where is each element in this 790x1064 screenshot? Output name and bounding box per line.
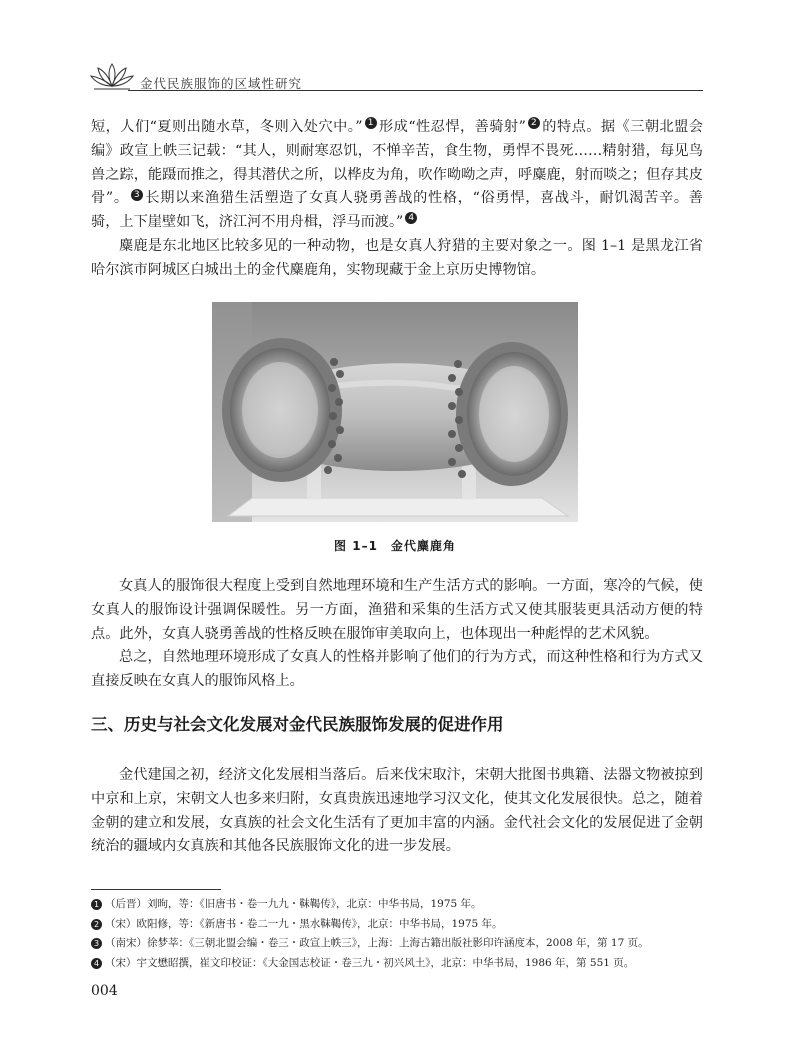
paragraph-block-middle	[91, 575, 703, 694]
figure-antler-photo	[212, 302, 578, 522]
footnote-item	[91, 895, 703, 915]
footnote-mark: 1	[91, 899, 102, 910]
footnote-mark: 3	[91, 938, 102, 949]
footnote-ref-1[interactable]: 1	[365, 117, 377, 129]
lotus-icon	[88, 60, 136, 92]
footnote-ref-4[interactable]: 4	[405, 212, 417, 224]
page-number: 004	[91, 983, 118, 999]
section-heading: 三、历史与社会文化发展对金代民族服饰发展的促进作用	[91, 715, 504, 734]
figure-caption: 图 1–1 金代麋鹿角	[334, 539, 456, 553]
running-header	[88, 60, 703, 94]
paragraph-4: 总之，自然地理环境形成了女真人的性格并影响了他们的行为方式，而这种性格和行为方式又直接反映在女真人的服饰风格上。	[91, 649, 703, 690]
footnote-item	[91, 954, 703, 974]
footnote-ref-3[interactable]: 3	[131, 189, 143, 201]
footnote-text: （宋）宇文懋昭撰，崔文印校证：《大金国志校证・卷三九・初兴风土》，北京：中华书局，1986 年，第 551 页。	[105, 956, 635, 969]
footnote-item	[91, 915, 703, 935]
paragraph-2: 麋鹿是东北地区比较多见的一种动物，也是女真人狩猎的主要对象之一。图 1–1 是黑龙江省哈尔滨市阿城区白城出土的金代麋鹿角，实物现藏于金上京历史博物馆。	[91, 237, 703, 278]
antler-photo-image	[212, 302, 578, 522]
footnote-text: （后晋）刘昫，等：《旧唐书・卷一九九・靺鞨传》，北京：中华书局，1975 年。	[105, 898, 482, 910]
paragraph-block-top	[91, 116, 703, 283]
paragraph-1: 短，人们“夏则出随水草，冬则入处穴中。” 1 形成“性忍悍，善骑射” 2 的特点。据《三朝北盟会编》政宣上帙三记载：“其人，则耐寒忍饥，不惮辛苦，食生物，勇悍不畏死……精射猎，每见鸟兽之踪，能蹑而推之，得其潜伏之所，以桦皮为角，吹作呦呦之声，呼麋鹿，射而啖之；但存其皮骨”。 3 长期以来渔猎生活塑造了女真人骁勇善战的性格，“俗勇悍，喜战斗，耐饥渴苦辛。善骑，上下崖壁如飞，济江河不用舟楫，浮马而渡。” 4	[91, 118, 703, 231]
header-title: 金代民族服饰的区域性研究	[140, 76, 303, 91]
footnotes	[91, 895, 703, 973]
footnote-text: （宋）欧阳修，等：《新唐书・卷二一九・黑水靺鞨传》，北京：中华书局，1975 年。	[105, 917, 503, 930]
footnote-item	[91, 934, 703, 954]
footnote-text: （南宋）徐梦莘：《三朝北盟会编・卷三・政宣上帙三》，上海：上海古籍出版社影印许涵度本，2008 年，第 17 页。	[105, 937, 649, 949]
paragraph-3: 女真人的服饰很大程度上受到自然地理环境和生产生活方式的影响。一方面，寒冷的气候，使女真人的服饰设计强调保暖性。另一方面，渔猎和采集的生活方式又使其服装更具活动方便的特点。此外，女真人骁勇善战的性格反映在服饰审美取向上，也体现出一种彪悍的艺术风貌。	[91, 578, 703, 642]
header-rule	[128, 90, 703, 91]
footnote-mark: 4	[91, 958, 102, 969]
paragraph-block-bottom	[91, 764, 703, 859]
paragraph-5: 金代建国之初，经济文化发展相当落后。后来伐宋取汴，宋朝大批图书典籍、法器文物被掠到中京和上京，宋朝文人也多来归附，女真贵族迅速地学习汉文化，使其文化发展很快。总之，随着金朝的建立和发展，女真族的社会文化生活有了更加丰富的内涵。金代社会文化的发展促进了金朝统治的疆域内女真族和其他各民族服饰文化的进一步发展。	[91, 767, 703, 855]
footnote-rule	[91, 889, 221, 890]
footnote-ref-2[interactable]: 2	[528, 117, 540, 129]
footnote-mark: 2	[91, 919, 102, 930]
